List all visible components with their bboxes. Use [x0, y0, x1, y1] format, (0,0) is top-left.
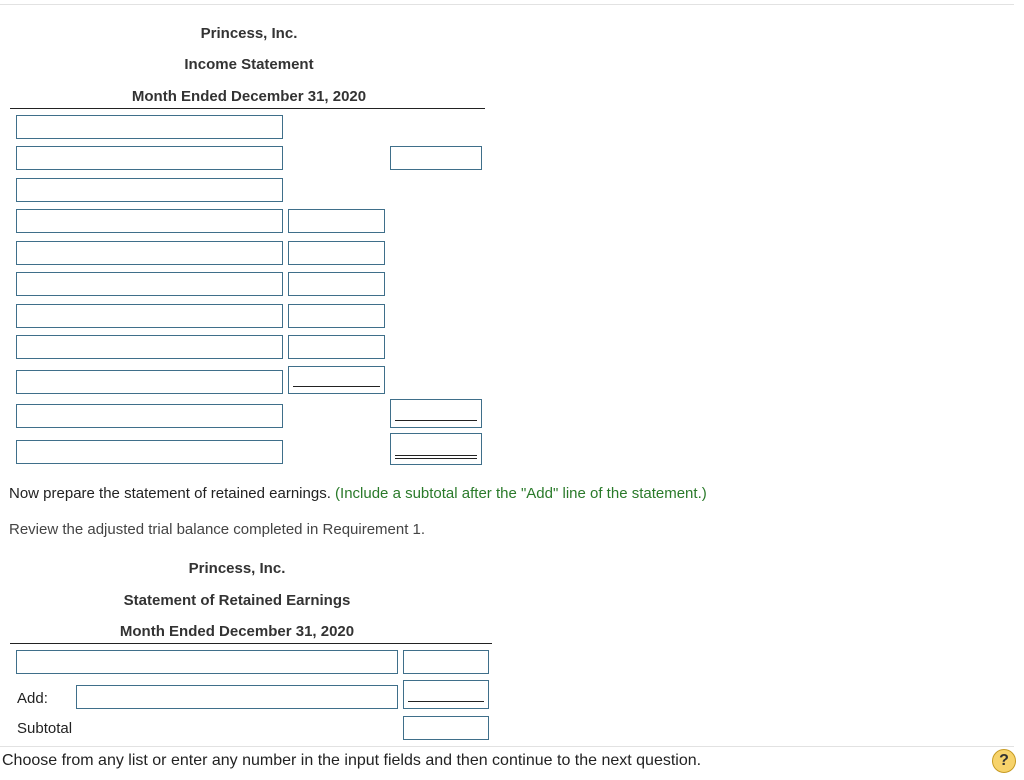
- is-row-9-label-input[interactable]: [16, 370, 283, 394]
- is-row-2-total-input[interactable]: [390, 146, 482, 170]
- is-row-8-amount-input[interactable]: [288, 335, 385, 359]
- review-text: Review the adjusted trial balance completed in Requirement 1.: [9, 521, 426, 538]
- is-row-10-total-input[interactable]: [390, 399, 482, 428]
- is-net-income-total-input[interactable]: [390, 433, 482, 465]
- double-underline-bottom: [395, 458, 477, 459]
- income-statement-title: Income Statement: [184, 56, 314, 73]
- is-row-2-label-input[interactable]: [16, 146, 283, 170]
- re-add-label-input[interactable]: [76, 685, 398, 709]
- top-divider: [0, 4, 1014, 5]
- is-row-5-amount-input[interactable]: [288, 241, 385, 265]
- income-statement-period: Month Ended December 31, 2020: [131, 88, 367, 105]
- re-statement-company: Princess, Inc.: [188, 560, 286, 577]
- re-statement-scroll-area[interactable]: [0, 640, 1024, 737]
- re-add-amount-input[interactable]: [403, 680, 489, 709]
- income-statement-header-rule: [10, 108, 485, 109]
- is-row-7-label-input[interactable]: [16, 304, 283, 328]
- re-subtotal-amount-input[interactable]: [403, 716, 489, 740]
- is-row-5-label-input[interactable]: [16, 241, 283, 265]
- is-row-7-amount-input[interactable]: [288, 304, 385, 328]
- single-underline: [408, 701, 484, 702]
- re-beginning-label-input[interactable]: [16, 650, 398, 674]
- is-row-10-label-input[interactable]: [16, 404, 283, 428]
- is-row-6-label-input[interactable]: [16, 272, 283, 296]
- is-row-4-amount-input[interactable]: [288, 209, 385, 233]
- re-statement-title: Statement of Retained Earnings: [123, 592, 351, 609]
- instruction-text: [9, 485, 707, 502]
- is-row-6-amount-input[interactable]: [288, 272, 385, 296]
- single-underline: [293, 386, 380, 387]
- footer-divider: [0, 746, 1014, 747]
- is-net-income-label-input[interactable]: [16, 440, 283, 464]
- is-row-3-label-input[interactable]: [16, 178, 283, 202]
- is-row-8-label-input[interactable]: [16, 335, 283, 359]
- is-row-9-amount-input[interactable]: [288, 366, 385, 394]
- re-beginning-amount-input[interactable]: [403, 650, 489, 674]
- re-subtotal-label: Subtotal: [17, 720, 73, 737]
- footer-message: Choose from any list or enter any number in the input fields and then continue to the next question.: [2, 752, 702, 769]
- instruction-hint: (Include a subtotal after the "Add" line of the statement.): [335, 485, 707, 502]
- is-row-4-label-input[interactable]: [16, 209, 283, 233]
- double-underline-top: [395, 455, 477, 456]
- single-underline: [395, 420, 477, 421]
- re-statement-period: Month Ended December 31, 2020: [119, 623, 355, 640]
- help-icon[interactable]: ?: [992, 749, 1016, 773]
- is-row-1-label-input[interactable]: [16, 115, 283, 139]
- income-statement-company: Princess, Inc.: [200, 25, 298, 42]
- instruction-main: Now prepare the statement of retained earnings.: [9, 485, 331, 502]
- re-add-label: Add:: [17, 690, 48, 707]
